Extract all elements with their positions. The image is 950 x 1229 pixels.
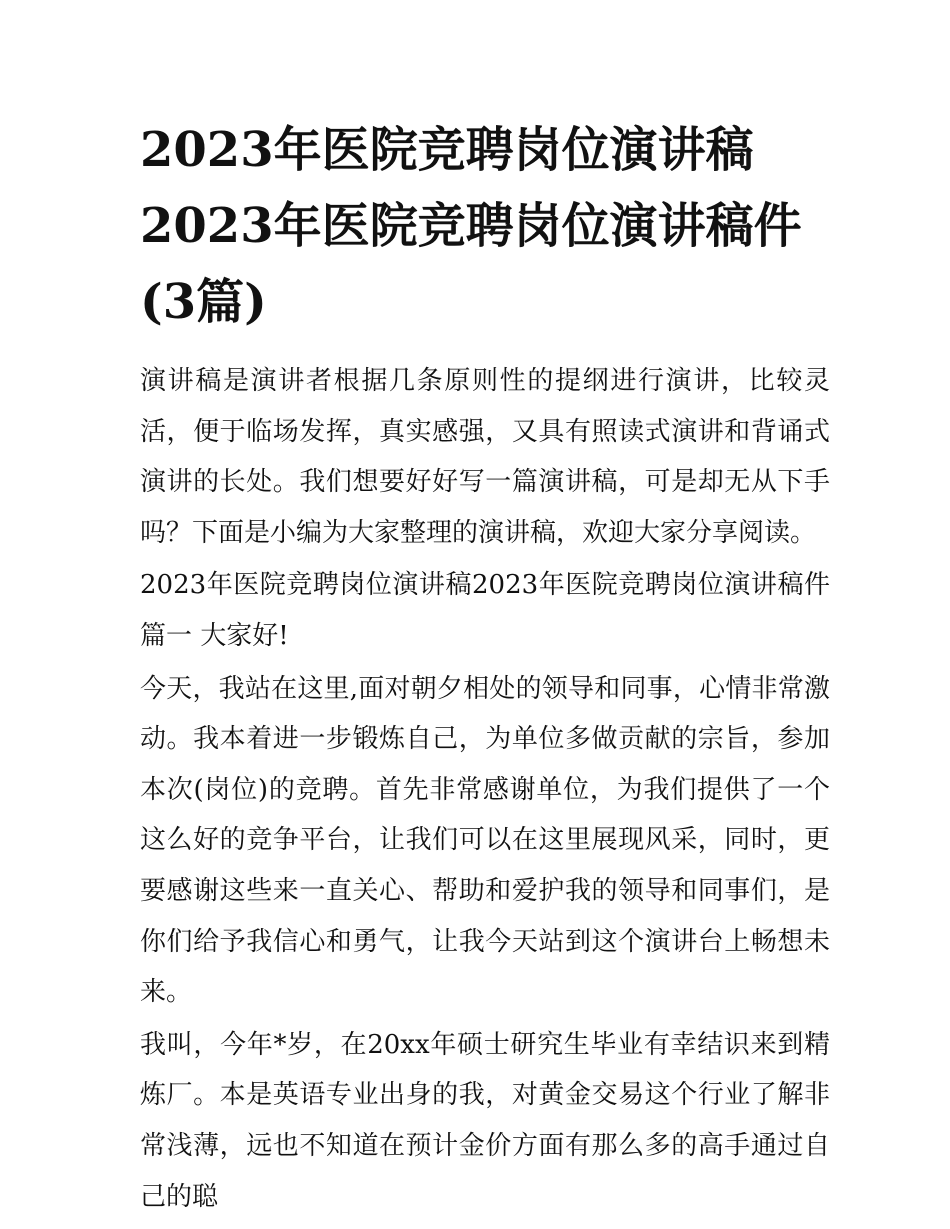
- title-line-3: (3篇): [140, 274, 267, 330]
- paragraph-intro: 演讲稿是演讲者根据几条原则性的提纲进行演讲，比较灵活，便于临场发挥，真实感强，又具有照读式演讲和背诵式演讲的长处。我们想要好好写一篇演讲稿，可是却无从下手吗？下面是小编为大家整理的演讲稿，欢迎大家分享阅读。: [140, 366, 830, 548]
- title-line-2: 2023年医院竞聘岗位演讲稿件: [140, 198, 802, 254]
- paragraph-self-intro: 我叫，今年*岁，在20xx年硕士研究生毕业有幸结识来到精炼厂。本是英语专业出身的我，对黄金交易这个行业了解非常浅薄，远也不知道在预计金价方面有那么多的高手通过自己的聪: [140, 1029, 830, 1212]
- paragraph-heading: 2023年医院竞聘岗位演讲稿2023年医院竞聘岗位演讲稿件篇一 大家好!: [140, 570, 830, 651]
- paragraph-greeting: 今天，我站在这里,面对朝夕相处的领导和同事，心情非常激动。我本着进一步锻炼自己，为单位多做贡献的宗旨，参加本次(岗位)的竞聘。首先非常感谢单位，为我们提供了一个这么好的竞争平台，让我们可以在这里展现风采，同时，更要感谢这些来一直关心、帮助和爱护我的领导和同事们，是你们给予我信心和勇气，让我今天站到这个演讲台上畅想未来。: [140, 673, 830, 1008]
- document-body: [140, 356, 830, 1222]
- title-line-1: 2023年医院竞聘岗位演讲稿: [140, 122, 754, 178]
- document-title: [140, 112, 830, 340]
